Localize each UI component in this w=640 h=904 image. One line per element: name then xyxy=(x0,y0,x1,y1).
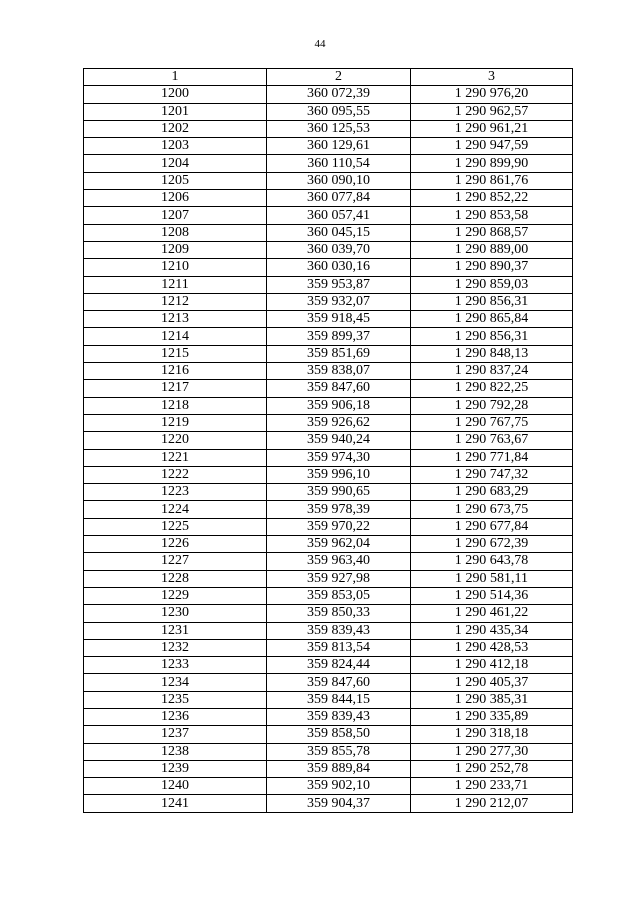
y-coordinate-cell: 1 290 747,32 xyxy=(411,466,573,483)
y-coordinate-cell: 1 290 763,67 xyxy=(411,432,573,449)
y-coordinate-cell: 1 290 683,29 xyxy=(411,484,573,501)
table-row xyxy=(84,276,573,293)
table-row xyxy=(84,605,573,622)
table-row xyxy=(84,691,573,708)
table-row xyxy=(84,726,573,743)
x-coordinate-cell: 359 824,44 xyxy=(267,657,411,674)
point-number-cell: 1232 xyxy=(84,639,267,656)
y-coordinate-cell: 1 290 976,20 xyxy=(411,86,573,103)
x-coordinate-cell: 359 974,30 xyxy=(267,449,411,466)
x-coordinate-cell: 360 039,70 xyxy=(267,241,411,258)
point-number-cell: 1202 xyxy=(84,120,267,137)
column-header-1: 1 xyxy=(84,69,267,86)
table-row xyxy=(84,760,573,777)
table-row xyxy=(84,207,573,224)
y-coordinate-cell: 1 290 318,18 xyxy=(411,726,573,743)
y-coordinate-cell: 1 290 947,59 xyxy=(411,138,573,155)
column-header-3: 3 xyxy=(411,69,573,86)
table-row xyxy=(84,397,573,414)
column-header-2: 2 xyxy=(267,69,411,86)
point-number-cell: 1208 xyxy=(84,224,267,241)
point-number-cell: 1233 xyxy=(84,657,267,674)
point-number-cell: 1236 xyxy=(84,708,267,725)
x-coordinate-cell: 360 045,15 xyxy=(267,224,411,241)
point-number-cell: 1241 xyxy=(84,795,267,812)
point-number-cell: 1205 xyxy=(84,172,267,189)
x-coordinate-cell: 360 095,55 xyxy=(267,103,411,120)
x-coordinate-cell: 359 962,04 xyxy=(267,536,411,553)
point-number-cell: 1217 xyxy=(84,380,267,397)
y-coordinate-cell: 1 290 848,13 xyxy=(411,345,573,362)
y-coordinate-cell: 1 290 868,57 xyxy=(411,224,573,241)
x-coordinate-cell: 359 963,40 xyxy=(267,553,411,570)
x-coordinate-cell: 360 125,53 xyxy=(267,120,411,137)
y-coordinate-cell: 1 290 889,00 xyxy=(411,241,573,258)
point-number-cell: 1234 xyxy=(84,674,267,691)
table-row xyxy=(84,570,573,587)
point-number-cell: 1220 xyxy=(84,432,267,449)
table-row xyxy=(84,172,573,189)
x-coordinate-cell: 359 978,39 xyxy=(267,501,411,518)
table-row xyxy=(84,657,573,674)
table-row xyxy=(84,778,573,795)
table-row xyxy=(84,639,573,656)
table-row xyxy=(84,536,573,553)
table-row xyxy=(84,743,573,760)
table-row xyxy=(84,345,573,362)
y-coordinate-cell: 1 290 428,53 xyxy=(411,639,573,656)
point-number-cell: 1238 xyxy=(84,743,267,760)
x-coordinate-cell: 359 899,37 xyxy=(267,328,411,345)
y-coordinate-cell: 1 290 899,90 xyxy=(411,155,573,172)
point-number-cell: 1207 xyxy=(84,207,267,224)
point-number-cell: 1219 xyxy=(84,414,267,431)
point-number-cell: 1201 xyxy=(84,103,267,120)
table-row xyxy=(84,518,573,535)
y-coordinate-cell: 1 290 837,24 xyxy=(411,363,573,380)
x-coordinate-cell: 359 990,65 xyxy=(267,484,411,501)
x-coordinate-cell: 359 904,37 xyxy=(267,795,411,812)
point-number-cell: 1212 xyxy=(84,293,267,310)
x-coordinate-cell: 359 918,45 xyxy=(267,311,411,328)
point-number-cell: 1216 xyxy=(84,363,267,380)
y-coordinate-cell: 1 290 581,11 xyxy=(411,570,573,587)
y-coordinate-cell: 1 290 853,58 xyxy=(411,207,573,224)
point-number-cell: 1228 xyxy=(84,570,267,587)
x-coordinate-cell: 360 110,54 xyxy=(267,155,411,172)
point-number-cell: 1231 xyxy=(84,622,267,639)
y-coordinate-cell: 1 290 672,39 xyxy=(411,536,573,553)
x-coordinate-cell: 360 057,41 xyxy=(267,207,411,224)
x-coordinate-cell: 360 077,84 xyxy=(267,190,411,207)
x-coordinate-cell: 359 889,84 xyxy=(267,760,411,777)
page-number: 44 xyxy=(314,38,326,50)
x-coordinate-cell: 359 855,78 xyxy=(267,743,411,760)
x-coordinate-cell: 359 839,43 xyxy=(267,708,411,725)
y-coordinate-cell: 1 290 461,22 xyxy=(411,605,573,622)
x-coordinate-cell: 359 844,15 xyxy=(267,691,411,708)
table-row xyxy=(84,86,573,103)
y-coordinate-cell: 1 290 212,07 xyxy=(411,795,573,812)
y-coordinate-cell: 1 290 861,76 xyxy=(411,172,573,189)
point-number-cell: 1227 xyxy=(84,553,267,570)
x-coordinate-cell: 359 838,07 xyxy=(267,363,411,380)
point-number-cell: 1225 xyxy=(84,518,267,535)
point-number-cell: 1224 xyxy=(84,501,267,518)
table-row xyxy=(84,414,573,431)
point-number-cell: 1222 xyxy=(84,466,267,483)
x-coordinate-cell: 359 932,07 xyxy=(267,293,411,310)
y-coordinate-cell: 1 290 643,78 xyxy=(411,553,573,570)
x-coordinate-cell: 359 858,50 xyxy=(267,726,411,743)
point-number-cell: 1211 xyxy=(84,276,267,293)
point-number-cell: 1206 xyxy=(84,190,267,207)
x-coordinate-cell: 359 847,60 xyxy=(267,674,411,691)
x-coordinate-cell: 359 953,87 xyxy=(267,276,411,293)
y-coordinate-cell: 1 290 852,22 xyxy=(411,190,573,207)
coordinates-table xyxy=(83,68,573,813)
x-coordinate-cell: 359 940,24 xyxy=(267,432,411,449)
point-number-cell: 1237 xyxy=(84,726,267,743)
x-coordinate-cell: 359 902,10 xyxy=(267,778,411,795)
table-row xyxy=(84,587,573,604)
table-row xyxy=(84,138,573,155)
point-number-cell: 1226 xyxy=(84,536,267,553)
point-number-cell: 1230 xyxy=(84,605,267,622)
y-coordinate-cell: 1 290 385,31 xyxy=(411,691,573,708)
table-row xyxy=(84,432,573,449)
y-coordinate-cell: 1 290 856,31 xyxy=(411,328,573,345)
x-coordinate-cell: 359 851,69 xyxy=(267,345,411,362)
x-coordinate-cell: 359 850,33 xyxy=(267,605,411,622)
y-coordinate-cell: 1 290 792,28 xyxy=(411,397,573,414)
point-number-cell: 1215 xyxy=(84,345,267,362)
y-coordinate-cell: 1 290 677,84 xyxy=(411,518,573,535)
x-coordinate-cell: 359 996,10 xyxy=(267,466,411,483)
table-row xyxy=(84,553,573,570)
point-number-cell: 1235 xyxy=(84,691,267,708)
table-row xyxy=(84,674,573,691)
y-coordinate-cell: 1 290 890,37 xyxy=(411,259,573,276)
y-coordinate-cell: 1 290 435,34 xyxy=(411,622,573,639)
x-coordinate-cell: 360 030,16 xyxy=(267,259,411,276)
y-coordinate-cell: 1 290 233,71 xyxy=(411,778,573,795)
y-coordinate-cell: 1 290 961,21 xyxy=(411,120,573,137)
table-row xyxy=(84,466,573,483)
table-row xyxy=(84,795,573,812)
point-number-cell: 1239 xyxy=(84,760,267,777)
x-coordinate-cell: 359 970,22 xyxy=(267,518,411,535)
y-coordinate-cell: 1 290 962,57 xyxy=(411,103,573,120)
x-coordinate-cell: 360 129,61 xyxy=(267,138,411,155)
table-row xyxy=(84,328,573,345)
point-number-cell: 1209 xyxy=(84,241,267,258)
y-coordinate-cell: 1 290 514,36 xyxy=(411,587,573,604)
y-coordinate-cell: 1 290 865,84 xyxy=(411,311,573,328)
x-coordinate-cell: 359 906,18 xyxy=(267,397,411,414)
y-coordinate-cell: 1 290 412,18 xyxy=(411,657,573,674)
point-number-cell: 1240 xyxy=(84,778,267,795)
table-row xyxy=(84,311,573,328)
table-row xyxy=(84,241,573,258)
x-coordinate-cell: 359 847,60 xyxy=(267,380,411,397)
table-row xyxy=(84,103,573,120)
table-row xyxy=(84,190,573,207)
point-number-cell: 1229 xyxy=(84,587,267,604)
point-number-cell: 1200 xyxy=(84,86,267,103)
x-coordinate-cell: 360 090,10 xyxy=(267,172,411,189)
table-row xyxy=(84,708,573,725)
table-header xyxy=(84,69,573,86)
table-row xyxy=(84,293,573,310)
x-coordinate-cell: 360 072,39 xyxy=(267,86,411,103)
x-coordinate-cell: 359 853,05 xyxy=(267,587,411,604)
header-row xyxy=(84,69,573,86)
table-row xyxy=(84,259,573,276)
point-number-cell: 1213 xyxy=(84,311,267,328)
y-coordinate-cell: 1 290 771,84 xyxy=(411,449,573,466)
table-row xyxy=(84,501,573,518)
point-number-cell: 1204 xyxy=(84,155,267,172)
x-coordinate-cell: 359 813,54 xyxy=(267,639,411,656)
point-number-cell: 1214 xyxy=(84,328,267,345)
point-number-cell: 1221 xyxy=(84,449,267,466)
table-row xyxy=(84,224,573,241)
y-coordinate-cell: 1 290 405,37 xyxy=(411,674,573,691)
x-coordinate-cell: 359 926,62 xyxy=(267,414,411,431)
y-coordinate-cell: 1 290 252,78 xyxy=(411,760,573,777)
table-row xyxy=(84,622,573,639)
y-coordinate-cell: 1 290 767,75 xyxy=(411,414,573,431)
table-row xyxy=(84,484,573,501)
x-coordinate-cell: 359 927,98 xyxy=(267,570,411,587)
point-number-cell: 1203 xyxy=(84,138,267,155)
point-number-cell: 1210 xyxy=(84,259,267,276)
y-coordinate-cell: 1 290 856,31 xyxy=(411,293,573,310)
y-coordinate-cell: 1 290 859,03 xyxy=(411,276,573,293)
table-body xyxy=(84,86,573,812)
table-row xyxy=(84,120,573,137)
y-coordinate-cell: 1 290 335,89 xyxy=(411,708,573,725)
point-number-cell: 1218 xyxy=(84,397,267,414)
y-coordinate-cell: 1 290 673,75 xyxy=(411,501,573,518)
x-coordinate-cell: 359 839,43 xyxy=(267,622,411,639)
table-row xyxy=(84,155,573,172)
y-coordinate-cell: 1 290 277,30 xyxy=(411,743,573,760)
table-row xyxy=(84,449,573,466)
table-row xyxy=(84,380,573,397)
point-number-cell: 1223 xyxy=(84,484,267,501)
table-row xyxy=(84,363,573,380)
y-coordinate-cell: 1 290 822,25 xyxy=(411,380,573,397)
